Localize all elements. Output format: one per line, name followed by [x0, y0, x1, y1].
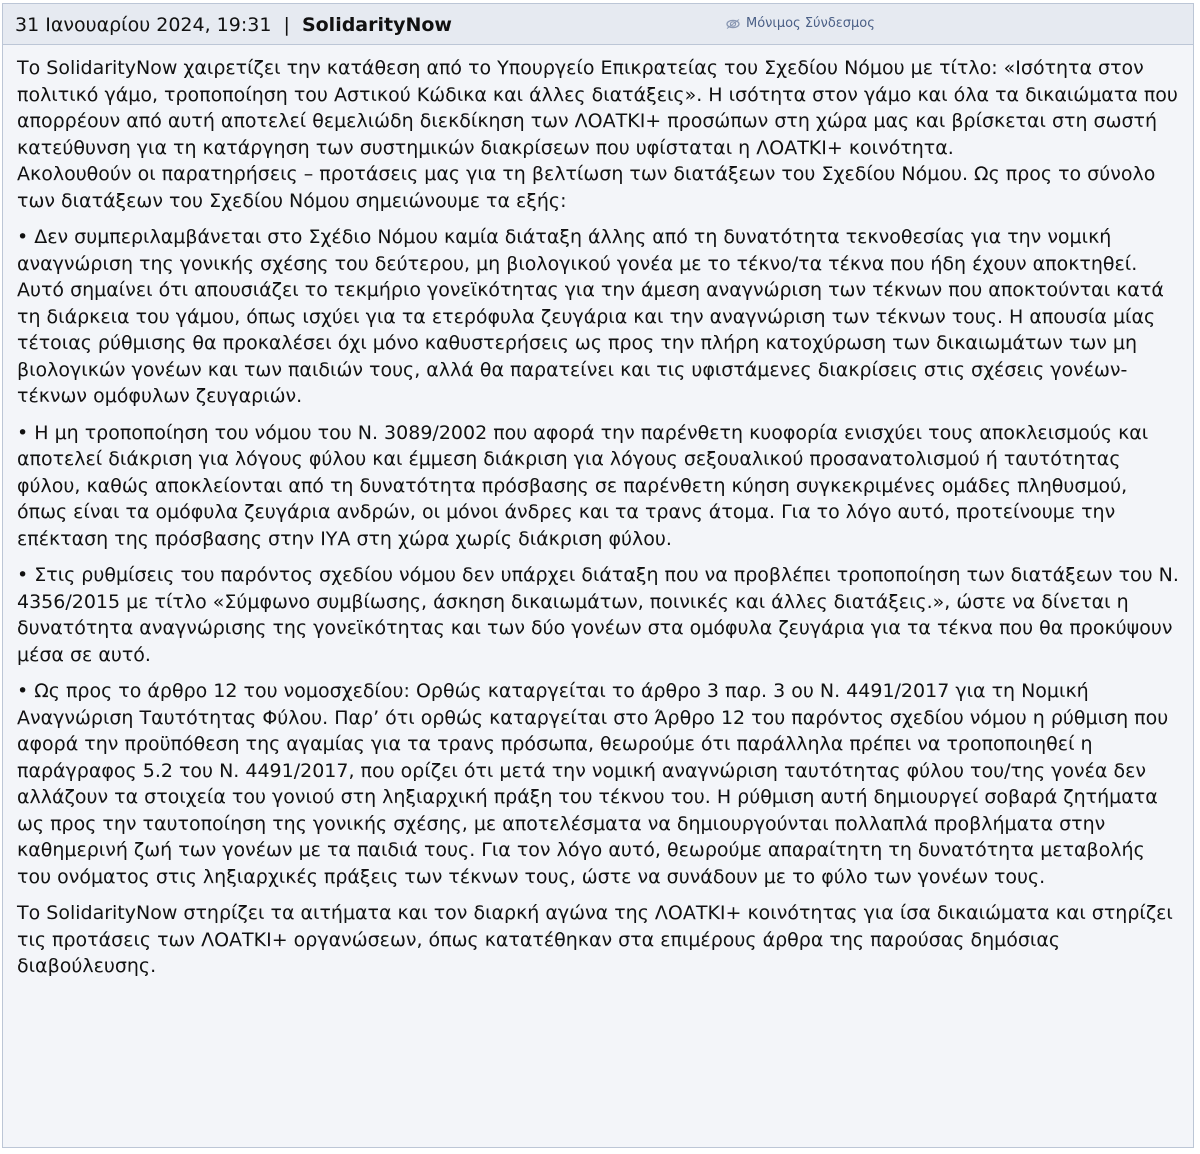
bullet-paragraph-4: • Ως προς το άρθρο 12 του νομοσχεδίου: Ορθώς καταργείται το άρθρο 3 παρ. 3 ου Ν. 4491/2017 για τη Νομική Αναγνώριση Ταυτότητας Φύλου. Παρ’ ότι ορθώς καταργείται στο Άρθρο 12 του παρόντος σχεδίου νόμου η ρύθμιση που αφορά την προϋπόθεση της αγαμίας για τα τρανς πρόσωπα, θεωρούμε ότι παράλληλα πρέπει να τροποποιηθεί η παράγραφος 5.2 του Ν. 4491/2017, που ορίζει ότι μετά την νομική αναγνώριση ταυτότητας φύλου του/της γονέα δεν αλλάζουν τα στοιχεία του γονιού στη ληξιαρχική πράξη του τέκνου του. Η ρύθμιση αυτή δημιουργεί σοβαρά ζητήματα ως προς την ταυτοποίηση της γονικής σχέσης, με αποτελέσματα να δημιουργούνται πολλαπλά προβλήματα στην καθημερινή ζωή των γονέων με τα παιδιά τους. Για τον λόγο αυτό, θεωρούμε απαραίτητη τη δυνατότητα μεταβολής του ονόματος στις ληξιαρχικές πράξεις των τέκνων τους, ώστε να συνάδουν με το φύλο των γονέων τους. [17, 680, 1169, 888]
comment-header [2, 3, 1194, 45]
closing-paragraph: Το SolidarityNow στηρίζει τα αιτήματα και τον διαρκή αγώνα της ΛΟΑΤΚΙ+ κοινότητας για ίσα δικαιώματα και στηρίζει τις προτάσεις των ΛΟΑΤΚΙ+ οργανώσεων, όπως κατατέθηκαν στα επιμέρους άρθρα της παρούσας δημόσιας διαβούλευσης. [17, 902, 1173, 977]
comment-meta [15, 14, 452, 36]
intro-paragraph: Το SolidarityNow χαιρετίζει την κατάθεση από το Υπουργείο Επικρατείας του Σχεδίου Νόμου με τίτλο: «Ισότητα στον πολιτικό γάμο, τροποποίηση του Αστικού Κώδικα και άλλες διατάξεις». Η ισότητα στον γάμο και όλα τα δικαιώματα που απορρέουν από αυτή αποτελεί θεμελιώδη διεκδίκηση των ΛΟΑΤΚΙ+ προσώπων στη χώρα μας και βρίσκεται στη σωστή κατεύθυνση για τη κατάργηση των συστημικών διακρίσεων που υφίσταται η ΛΟΑΤΚΙ+ κοινότητα. [17, 57, 1178, 159]
bullet-paragraph-1: • Δεν συμπεριλαμβάνεται στο Σχέδιο Νόμου καμία διάταξη άλλης από τη δυνατότητα τεκνοθεσίας για την νομική αναγνώριση της γονικής σχέσης του δεύτερου, μη βιολογικού γονέα με το τέκνο/τα τέκνα που ήδη έχουν αποκτηθεί. Αυτό σημαίνει ότι απουσιάζει το τεκμήριο γονεϊκότητας για την άμεση αναγνώριση των τέκνων που αποκτούνται κατά τη διάρκεια του γάμου, όπως ισχύει για τα ετερόφυλα ζευγάρια και την αναγνώριση των τέκνων τους. Η απουσία μίας τέτοιας ρύθμισης θα προκαλέσει όχι μόνο καθυστερήσεις ως προς την πλήρη κατοχύρωση των δικαιωμάτων των μη βιολογικών γονέων και των παιδιών τους, αλλά θα παρατείνει και τις υφιστάμενες διακρίσεις στις σχέσεις γονέων-τέκνων ομόφυλων ζευγαριών. [17, 226, 1164, 407]
meta-separator: | [283, 14, 290, 36]
comment-text [17, 55, 1183, 990]
bullet-paragraph-2: • Η μη τροποποίηση του νόμου του Ν. 3089/2002 που αφορά την παρένθετη κυοφορία ενισχύει τους αποκλεισμούς και αποτελεί διάκριση για λόγους φύλου και έμμεση διάκριση για λόγους σεξουαλικού προσανατολισμού ή ταυτότητας φύλου, καθώς αποκλείονται από τη δυνατότητα πρόσβασης σε παρένθετη κύηση συγκεκριμένες ομάδες πληθυσμού, όπως είναι τα ομόφυλα ζευγάρια ανδρών, οι μόνοι άνδρες και τα τρανς άτομα. Για το λόγο αυτό, προτείνουμε την επέκταση της πρόσβασης στην ΙΥΑ στη χώρα χωρίς διάκριση φύλου. [17, 421, 1149, 550]
permalink-label: Μόνιμος Σύνδεσμος [746, 16, 875, 31]
comment-body [2, 44, 1194, 1148]
comment-date: 31 Ιανουαρίου 2024, 19:31 [15, 14, 272, 36]
bullet-paragraph-3: • Στις ρυθμίσεις του παρόντος σχεδίου νόμου δεν υπάρχει διάταξη που να προβλέπει τροποποίηση των διατάξεων του Ν. 4356/2015 με τίτλο «Σύμφωνο συμβίωσης, άσκηση δικαιωμάτων, ποινικές και άλλες διατάξεις.», ώστε να δίνεται η δυνατότητα αναγνώρισης της γονεϊκότητας και των δύο γονέων στα ομόφυλα ζευγάρια για τα τέκνα που θα προκύψουν μέσα σε αυτό. [17, 564, 1179, 666]
link-icon [726, 18, 740, 30]
comment-author: SolidarityNow [301, 14, 452, 36]
lead-paragraph: Ακολουθούν οι παρατηρήσεις – προτάσεις μας για τη βελτίωση των διατάξεων του Σχεδίου Νόμου. Ως προς το σύνολο των διατάξεων του Σχεδίου Νόμου σημειώνουμε τα εξής: [17, 163, 1156, 212]
permalink-link[interactable] [726, 16, 875, 31]
